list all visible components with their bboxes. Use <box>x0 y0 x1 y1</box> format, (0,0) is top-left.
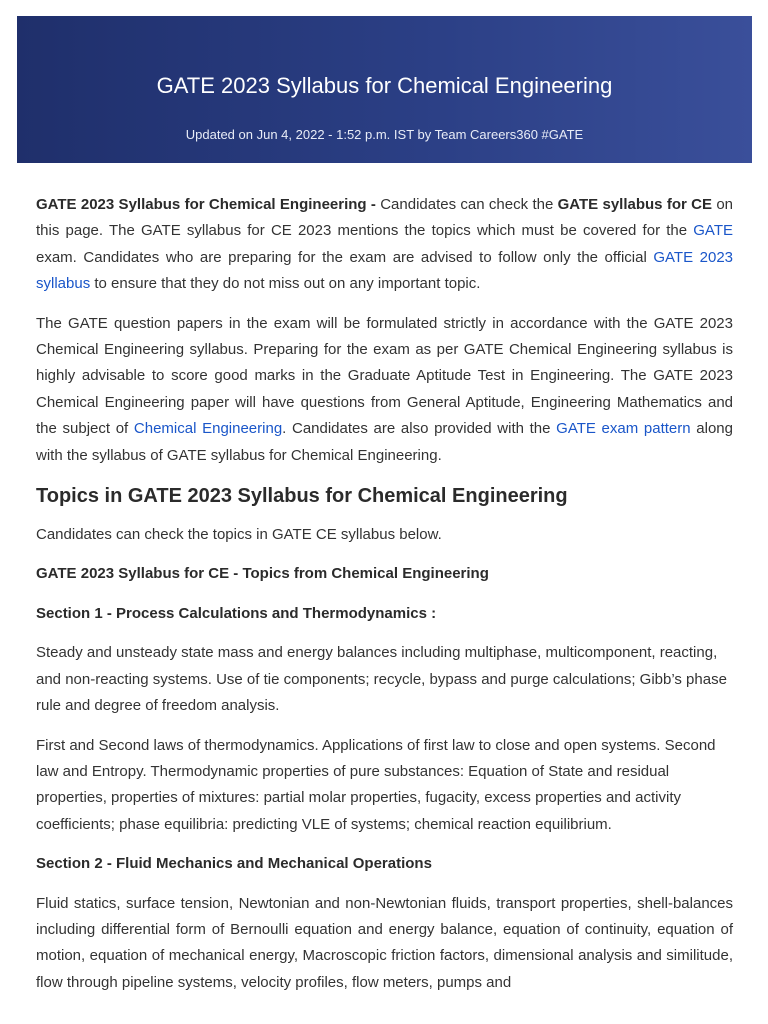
section-1-title-text: Section 1 - Process Calculations and Thermodynamics : <box>36 604 437 622</box>
gate-exam-pattern-link[interactable]: GATE exam pattern <box>556 420 691 438</box>
overview-paragraph <box>36 311 733 469</box>
syllabus-subheading <box>36 561 733 587</box>
section-2-paragraph-1: Fluid statics, surface tension, Newtonian and non-Newtonian fluids, transport properties, shell-balances including differential form of Bernoulli equation and energy balance, equation of continuity, equation of motion, equation of mechanical energy, Macroscopic friction factors, dimensional analysis and similitude, flow through pipeline systems, velocity profiles, flow meters, pumps and <box>36 894 733 991</box>
section-2-title <box>36 851 733 877</box>
topics-intro: Candidates can check the topics in GATE CE syllabus below. <box>36 526 442 544</box>
page-title: GATE 2023 Syllabus for Chemical Engineering <box>156 73 613 98</box>
chemical-engineering-link[interactable]: Chemical Engineering <box>133 420 283 438</box>
overview-text-1: The GATE question papers in the exam will be formulated strictly in accordance with the GATE 2023 Chemical Engineering syllabus. Preparing for the exam as per GATE Chemical Engineering syllabus is highly advisable to score good marks in the Graduate Aptitude Test in Engineering. The GATE 2023 Chemical Engineering paper will have questions from General Aptitude, Engineering Mathematics and the subject of <box>36 314 733 438</box>
gate-2023-syllabus-link[interactable]: GATE 2023 syllabus <box>36 248 733 293</box>
section-2-title-text: Section 2 - Fluid Mechanics and Mechanical Operations <box>36 855 432 873</box>
intro-bold-mid: GATE syllabus for CE <box>557 196 712 213</box>
intro-bold-lead: GATE 2023 Syllabus for Chemical Engineering - <box>36 196 376 213</box>
overview-text-2: . Candidates are also provided with the <box>282 420 557 438</box>
intro-text-4: to ensure that they do not miss out on any important topic. <box>90 275 481 293</box>
intro-text-3: exam. Candidates who are preparing for the exam are advised to follow only the official <box>36 248 654 266</box>
article-header-banner <box>17 16 752 163</box>
section-1-paragraph-2: First and Second laws of thermodynamics. Applications of first law to close and open systems. Second law and Entropy. Thermodynamic properties of pure substances: Equation of State and residual properties, properties of mixtures: partial molar properties, fugacity, excess properties and activity coefficients; phase equilibria: predicting VLE of systems; chemical reaction equilibrium. <box>36 736 716 833</box>
section-1-paragraph-1: Steady and unsteady state mass and energy balances including multiphase, multicomponent, reacting, and non-reacting systems. Use of tie components; recycle, bypass and purge calculations; Gibb’s phase rule and degree of freedom analysis. <box>36 644 727 715</box>
intro-text-1: Candidates can check the <box>375 196 558 213</box>
overview-text-3: along with the syllabus of GATE syllabus for Chemical Engineering. <box>36 420 733 464</box>
update-meta: Updated on Jun 4, 2022 - 1:52 p.m. IST by Team Careers360 #GATE <box>185 127 584 142</box>
syllabus-subheading-text: GATE 2023 Syllabus for CE - Topics from Chemical Engineering <box>36 565 489 583</box>
section-1-title <box>36 601 733 627</box>
gate-link[interactable]: GATE <box>693 222 733 240</box>
article-body <box>36 192 733 1009</box>
intro-text-2: on this page. The GATE syllabus for CE 2023 mentions the topics which must be covered for the <box>36 196 734 240</box>
topics-heading: Topics in GATE 2023 Syllabus for Chemical Engineering <box>36 485 568 508</box>
intro-paragraph <box>36 192 733 298</box>
